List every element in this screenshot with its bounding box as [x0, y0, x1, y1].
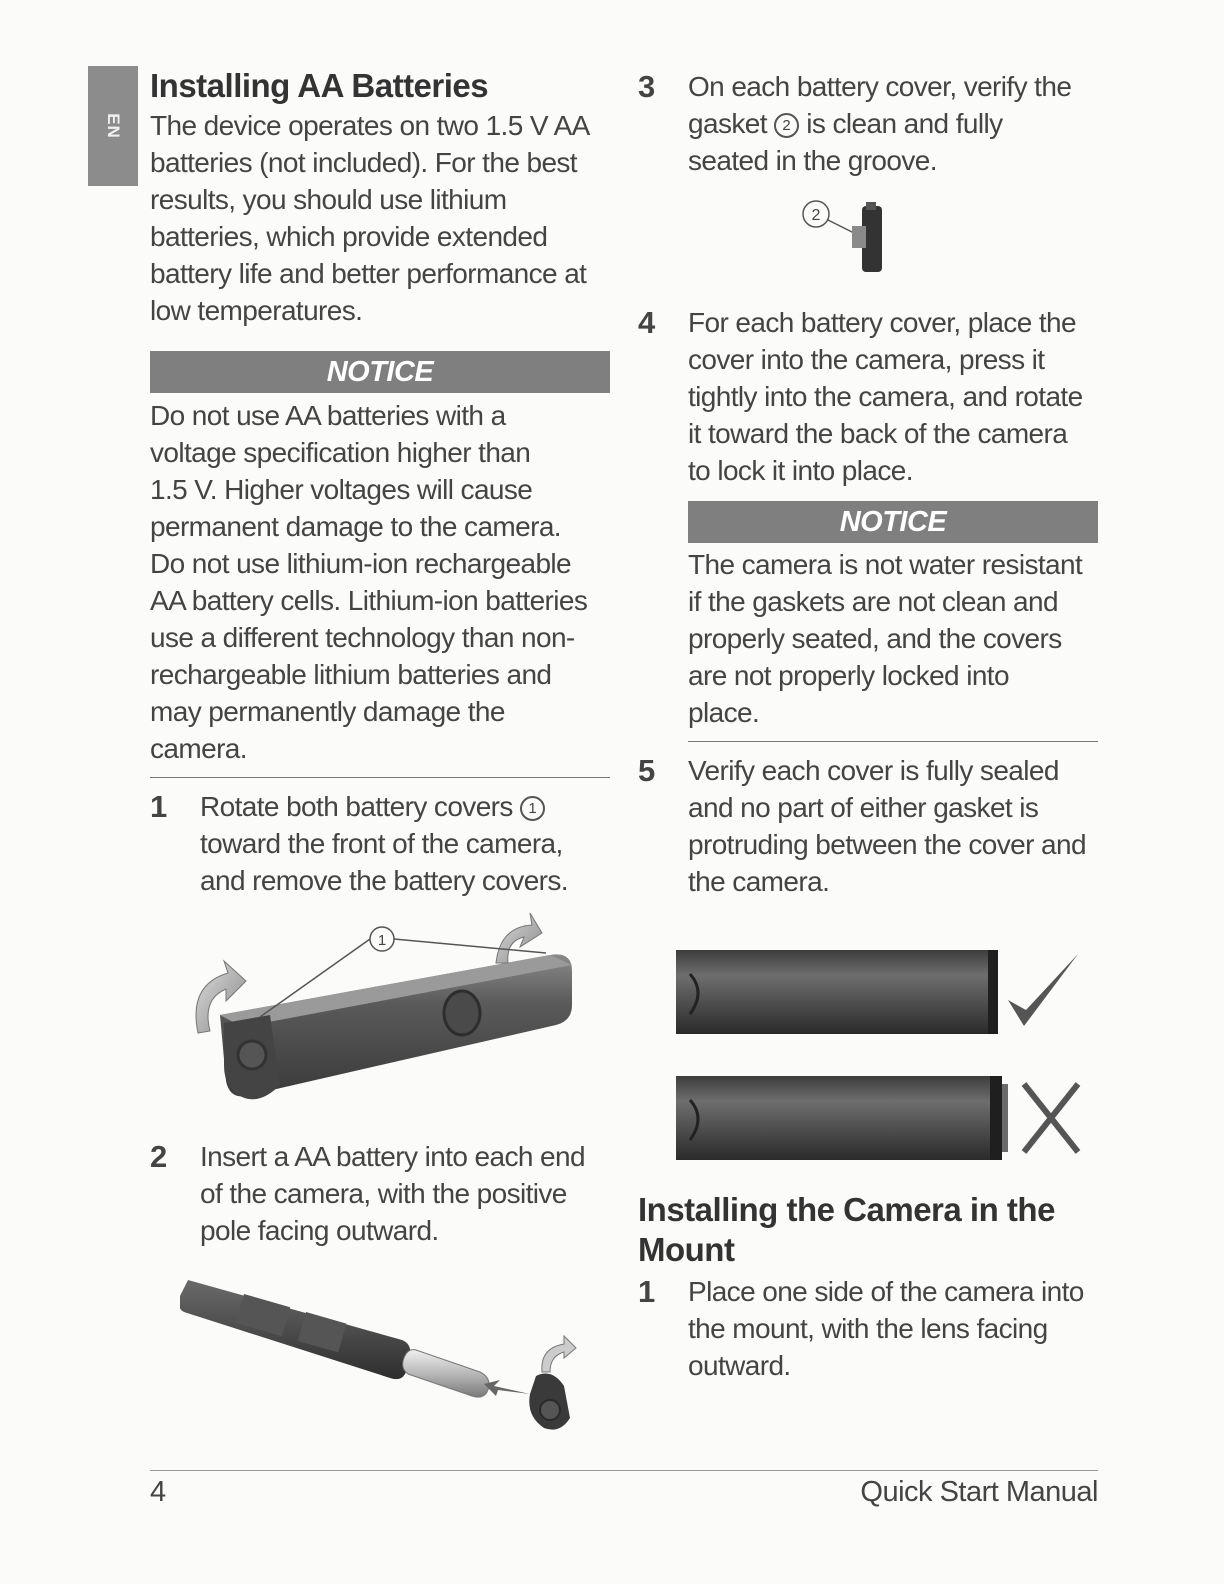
check-icon [1008, 954, 1078, 1026]
step-line: On each battery cover, verify the [688, 71, 1072, 102]
callout-2-marker: 2 [774, 113, 799, 138]
intro-line: battery life and better performance at [150, 257, 587, 289]
notice-divider [150, 777, 610, 778]
step-line: protruding between the cover and [688, 829, 1086, 860]
notice-line: AA battery cells. Lithium-ion batteries [150, 584, 588, 616]
notice-line: 1.5 V. Higher voltages will cause [150, 473, 533, 505]
step-text [688, 1273, 1084, 1384]
step-line: of the camera, with the positive [200, 1178, 567, 1209]
step-line: seated in the groove. [688, 145, 937, 176]
step-line: gasket [688, 108, 767, 139]
heading-line: Mount [638, 1230, 735, 1268]
notice-banner: NOTICE [150, 351, 610, 393]
step-number: 1 [638, 1274, 656, 1310]
notice-line: voltage specification higher than [150, 436, 531, 468]
step-number: 5 [638, 753, 656, 788]
callout-2-label: 2 [811, 207, 821, 224]
notice-line: The camera is not water resistant [688, 549, 1083, 580]
remove-covers-illustration [180, 905, 600, 1125]
notice-line: camera. [150, 732, 247, 764]
camera-lens [444, 991, 480, 1035]
gasket-illustration [796, 196, 896, 280]
notice-line: use a different technology than non- [150, 621, 575, 653]
notice-line: rechargeable lithium batteries and [150, 658, 552, 690]
manual-title: Quick Start Manual [860, 1476, 1098, 1508]
step-number: 4 [638, 305, 656, 340]
intro-line: batteries (not included). For the best [150, 146, 577, 178]
notice-block-right [688, 501, 1098, 742]
insert-arrow [484, 1380, 530, 1396]
notice-line: properly seated, and the covers [688, 623, 1062, 654]
left-column [150, 66, 610, 899]
step-line: Rotate both battery covers [200, 790, 513, 822]
step-text [200, 1138, 585, 1249]
step-line: tightly into the camera, and rotate [688, 381, 1083, 412]
step-line: toward the front of the camera, [200, 827, 563, 859]
step-line: pole facing outward. [200, 1215, 439, 1246]
step-text [688, 304, 1083, 489]
step-line: is clean and fully [806, 108, 1003, 139]
step-1-place-in-mount [638, 1273, 1098, 1384]
step-line: and remove the battery covers. [200, 864, 568, 896]
step-line: and no part of either gasket is [688, 792, 1039, 823]
step-number: 3 [638, 69, 656, 104]
notice-line: place. [688, 697, 760, 728]
step-5-verify-seal [638, 752, 1098, 900]
step-text [688, 752, 1086, 900]
right-column [638, 66, 1098, 179]
callout-1-label: 1 [377, 932, 387, 949]
step-text [688, 68, 1071, 179]
intro-paragraph [150, 107, 610, 329]
step-number: 2 [150, 1139, 168, 1174]
incorrect-seal-camera [676, 1076, 998, 1160]
gasket-ring [852, 226, 866, 248]
seal-comparison-illustration [672, 944, 1092, 1164]
section-heading-batteries: Installing AA Batteries [150, 67, 489, 104]
callout-1-marker: 1 [520, 796, 545, 821]
step-2-insert-battery [150, 1138, 610, 1249]
step-line: outward. [688, 1350, 791, 1382]
step-line: the camera. [688, 866, 830, 897]
page-number: 4 [150, 1476, 167, 1508]
correct-seal-camera [676, 950, 996, 1034]
section-heading-mount [638, 1190, 1098, 1269]
intro-line: low temperatures. [150, 294, 363, 326]
language-label: EN [104, 113, 123, 139]
step-line: Insert a AA battery into each end [200, 1141, 585, 1172]
notice-paragraph [688, 546, 1098, 731]
step-line: the mount, with the lens facing [688, 1313, 1048, 1345]
step-line: to lock it into place. [688, 455, 913, 486]
intro-line: The device operates on two 1.5 V AA [150, 109, 590, 141]
step-4-place-cover [638, 304, 1098, 489]
notice-line: Do not use AA batteries with a [150, 399, 506, 431]
notice-line: are not properly locked into [688, 660, 1009, 691]
step-line: Place one side of the camera into [688, 1276, 1084, 1308]
notice-banner: NOTICE [688, 501, 1098, 543]
notice-line: Do not use lithium-ion rechargeable [150, 547, 572, 579]
step-line: Verify each cover is fully sealed [688, 755, 1059, 786]
cross-icon [1024, 1084, 1078, 1152]
step-1-remove-covers [150, 788, 610, 899]
step-line: it toward the back of the camera [688, 418, 1068, 449]
intro-line: results, you should use lithium [150, 183, 507, 215]
camera-body [180, 1280, 410, 1379]
language-tab [88, 66, 138, 186]
aa-battery [403, 1350, 489, 1397]
rotate-arrow [542, 1336, 576, 1372]
step-number: 1 [150, 788, 168, 824]
mount-section [638, 1190, 1098, 1384]
notice-line: if the gaskets are not clean and [688, 586, 1058, 617]
step-3-verify-gasket [638, 68, 1098, 179]
notice-divider [688, 741, 1098, 742]
step-line: For each battery cover, place the [688, 307, 1076, 338]
notice-line: permanent damage to the camera. [150, 510, 561, 542]
notice-paragraph [150, 397, 610, 767]
rotate-arrow-right [496, 913, 542, 963]
step-line: cover into the camera, press it [688, 344, 1045, 375]
step-text [200, 788, 568, 899]
insert-battery-illustration [180, 1268, 600, 1438]
heading-line: Installing the Camera in the [638, 1191, 1055, 1228]
intro-line: batteries, which provide extended [150, 220, 548, 252]
right-column-lower [638, 304, 1098, 900]
footer-divider [150, 1470, 1098, 1471]
notice-line: may permanently damage the [150, 695, 505, 727]
